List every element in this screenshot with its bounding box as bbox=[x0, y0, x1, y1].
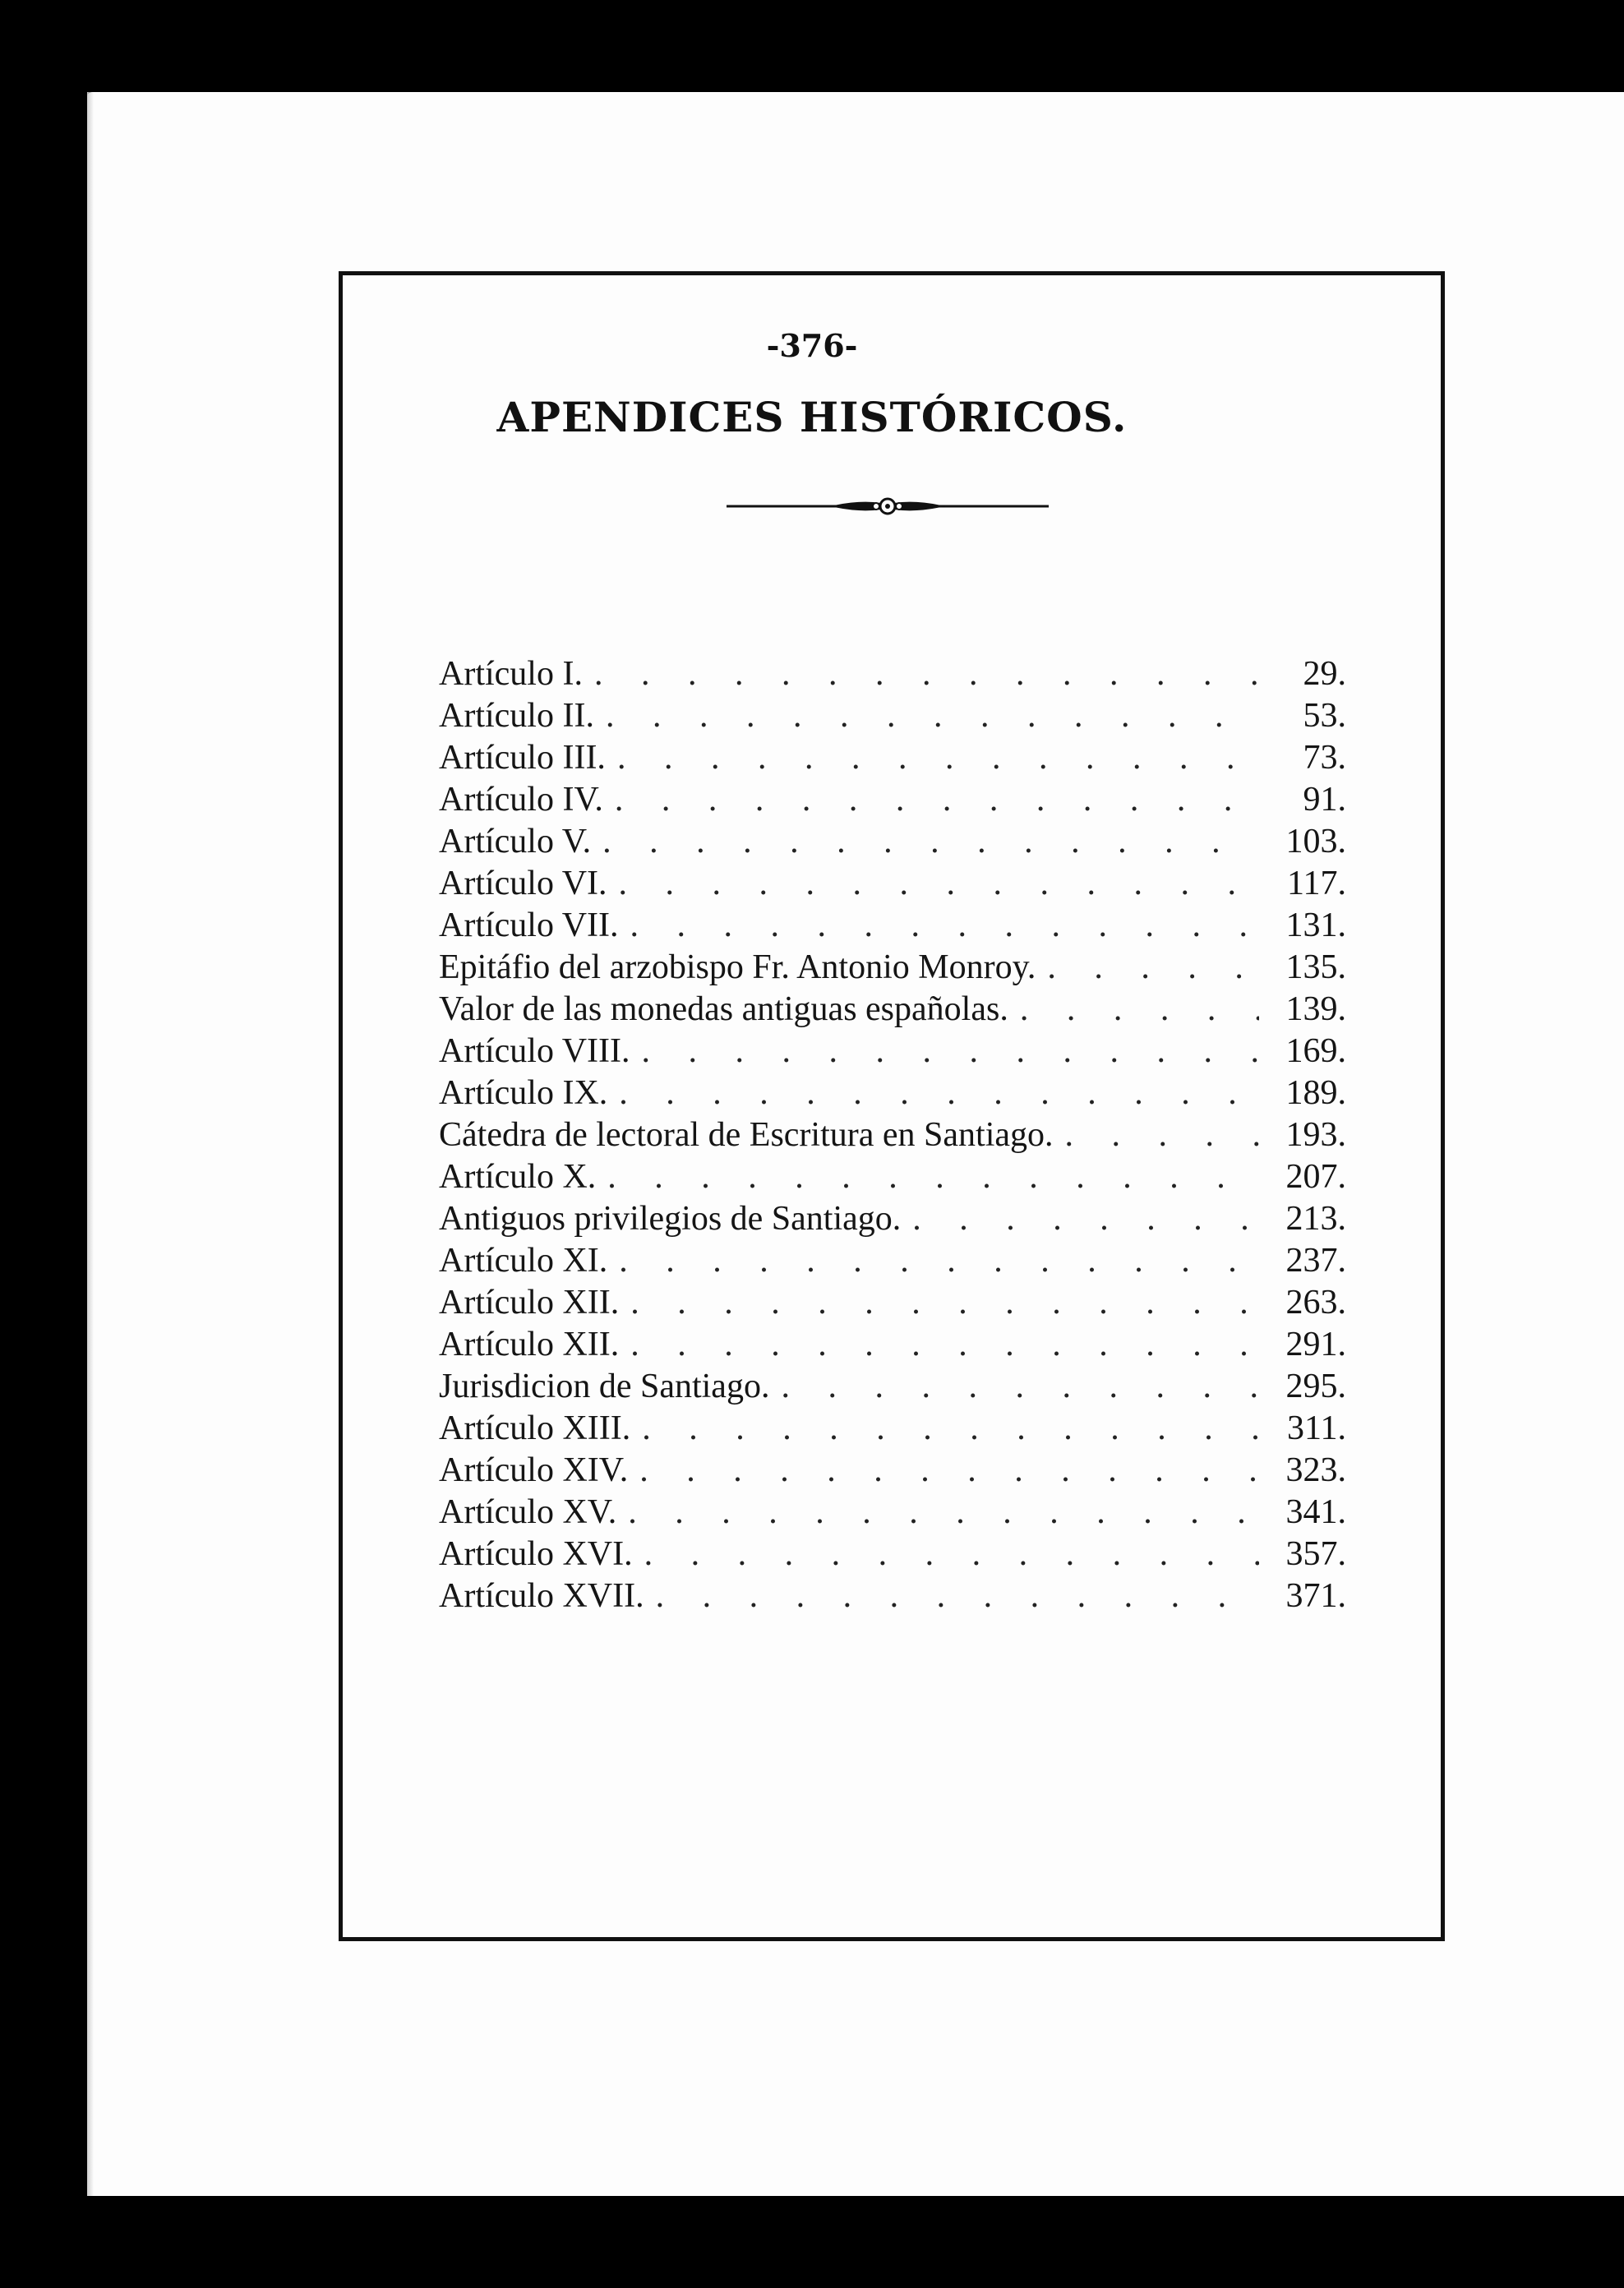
dot-leader bbox=[617, 738, 1259, 777]
toc-entry-page: 29. bbox=[1303, 655, 1346, 693]
dot-leader bbox=[642, 1409, 1259, 1448]
toc-entry-page: 135. bbox=[1285, 948, 1346, 986]
toc-entry-label: Cátedra de lectoral de Escritura en Santiago. bbox=[439, 1116, 1054, 1154]
dot-leader bbox=[628, 1492, 1259, 1532]
toc-entry-page: 311. bbox=[1287, 1409, 1346, 1447]
dot-leader bbox=[912, 1199, 1259, 1239]
toc-entry-page: 139. bbox=[1285, 990, 1346, 1028]
toc-entry-label: Artículo IV. bbox=[439, 781, 603, 819]
toc-row bbox=[439, 696, 1346, 738]
toc-row bbox=[439, 1325, 1346, 1367]
toc-entry-label: Artículo XII. bbox=[439, 1284, 620, 1322]
toc-row bbox=[439, 1199, 1346, 1241]
dot-leader bbox=[615, 780, 1259, 819]
dot-leader bbox=[1065, 1115, 1259, 1155]
toc-entry-label: Valor de las monedas antiguas españolas. bbox=[439, 990, 1008, 1028]
toc-entry-label: Epitáfio del arzobispo Fr. Antonio Monroy. bbox=[439, 948, 1036, 986]
toc-entry-page: 91. bbox=[1303, 781, 1346, 819]
dot-leader bbox=[630, 906, 1259, 945]
toc-entry-page: 213. bbox=[1285, 1200, 1346, 1238]
toc-entry-label: Antiguos privilegios de Santiago. bbox=[439, 1200, 902, 1238]
toc-row bbox=[439, 1409, 1346, 1451]
toc-entry-label: Artículo XIII. bbox=[439, 1409, 631, 1447]
toc-row bbox=[439, 1115, 1346, 1157]
dot-leader bbox=[602, 822, 1259, 861]
toc-row bbox=[439, 1492, 1346, 1534]
dot-leader bbox=[607, 1157, 1259, 1197]
toc-row bbox=[439, 780, 1346, 822]
toc-entry-page: 207. bbox=[1285, 1158, 1346, 1196]
toc-entry-label: Artículo XVI. bbox=[439, 1535, 633, 1573]
page-title: APENDICES HISTÓRICOS. bbox=[496, 393, 1128, 441]
toc-entry-label: Artículo X. bbox=[439, 1158, 597, 1196]
toc-entry-page: 291. bbox=[1285, 1326, 1346, 1363]
toc-entry-page: 371. bbox=[1285, 1577, 1346, 1615]
toc-entry-label: Artículo IX. bbox=[439, 1074, 608, 1112]
dot-leader bbox=[619, 864, 1259, 903]
toc-row bbox=[439, 1451, 1346, 1492]
toc-row bbox=[439, 1576, 1346, 1618]
ornament-divider-icon bbox=[723, 490, 1052, 523]
toc-row bbox=[439, 906, 1346, 948]
toc-entry-page: 117. bbox=[1287, 865, 1346, 902]
toc-entry-page: 323. bbox=[1285, 1451, 1346, 1489]
toc-entry-label: Artículo I. bbox=[439, 655, 583, 693]
dot-leader bbox=[642, 1031, 1260, 1071]
toc-entry-page: 131. bbox=[1285, 906, 1346, 944]
toc-row bbox=[439, 1073, 1346, 1115]
toc-entry-label: Artículo VI. bbox=[439, 865, 607, 902]
dot-leader bbox=[656, 1576, 1259, 1616]
dot-leader bbox=[619, 1073, 1259, 1113]
toc-row bbox=[439, 1367, 1346, 1409]
toc-entry-label: Artículo VIII. bbox=[439, 1032, 630, 1070]
toc-entry-page: 189. bbox=[1285, 1074, 1346, 1112]
toc-entry-label: Artículo III. bbox=[439, 739, 606, 777]
table-of-contents bbox=[439, 654, 1346, 1618]
toc-entry-page: 341. bbox=[1285, 1493, 1346, 1531]
page-number: -376- bbox=[766, 327, 858, 364]
toc-row bbox=[439, 948, 1346, 989]
dot-leader bbox=[781, 1367, 1259, 1406]
toc-entry-page: 103. bbox=[1285, 823, 1346, 860]
toc-row bbox=[439, 1534, 1346, 1576]
toc-entry-label: Jurisdicion de Santiago. bbox=[439, 1368, 770, 1405]
dot-leader bbox=[594, 654, 1259, 694]
dot-leader bbox=[630, 1283, 1259, 1322]
toc-entry-page: 295. bbox=[1285, 1368, 1346, 1405]
dot-leader bbox=[1047, 948, 1259, 987]
toc-row bbox=[439, 654, 1346, 696]
toc-entry-label: Artículo XIV. bbox=[439, 1451, 629, 1489]
toc-entry-page: 53. bbox=[1303, 697, 1346, 735]
toc-entry-label: Artículo XVII. bbox=[439, 1577, 644, 1615]
toc-entry-page: 193. bbox=[1285, 1116, 1346, 1154]
toc-row bbox=[439, 1031, 1346, 1073]
dot-leader bbox=[639, 1451, 1259, 1490]
toc-entry-page: 263. bbox=[1285, 1284, 1346, 1322]
toc-entry-label: Artículo VII. bbox=[439, 906, 619, 944]
toc-entry-page: 357. bbox=[1285, 1535, 1346, 1573]
toc-entry-label: Artículo II. bbox=[439, 697, 594, 735]
toc-row bbox=[439, 1283, 1346, 1325]
toc-row bbox=[439, 989, 1346, 1031]
dot-leader bbox=[606, 696, 1259, 736]
toc-entry-label: Artículo XV. bbox=[439, 1493, 617, 1531]
dot-leader bbox=[630, 1325, 1259, 1364]
toc-entry-page: 169. bbox=[1285, 1032, 1346, 1070]
toc-row bbox=[439, 822, 1346, 864]
dot-leader bbox=[1020, 989, 1259, 1029]
toc-entry-page: 237. bbox=[1285, 1242, 1346, 1280]
toc-row bbox=[439, 738, 1346, 780]
toc-entry-page: 73. bbox=[1303, 739, 1346, 777]
toc-row bbox=[439, 1157, 1346, 1199]
toc-row bbox=[439, 864, 1346, 906]
dot-leader bbox=[644, 1534, 1259, 1574]
toc-entry-label: Artículo XII. bbox=[439, 1326, 620, 1363]
toc-entry-label: Artículo V. bbox=[439, 823, 592, 860]
dot-leader bbox=[619, 1241, 1259, 1280]
toc-entry-label: Artículo XI. bbox=[439, 1242, 608, 1280]
toc-row bbox=[439, 1241, 1346, 1283]
